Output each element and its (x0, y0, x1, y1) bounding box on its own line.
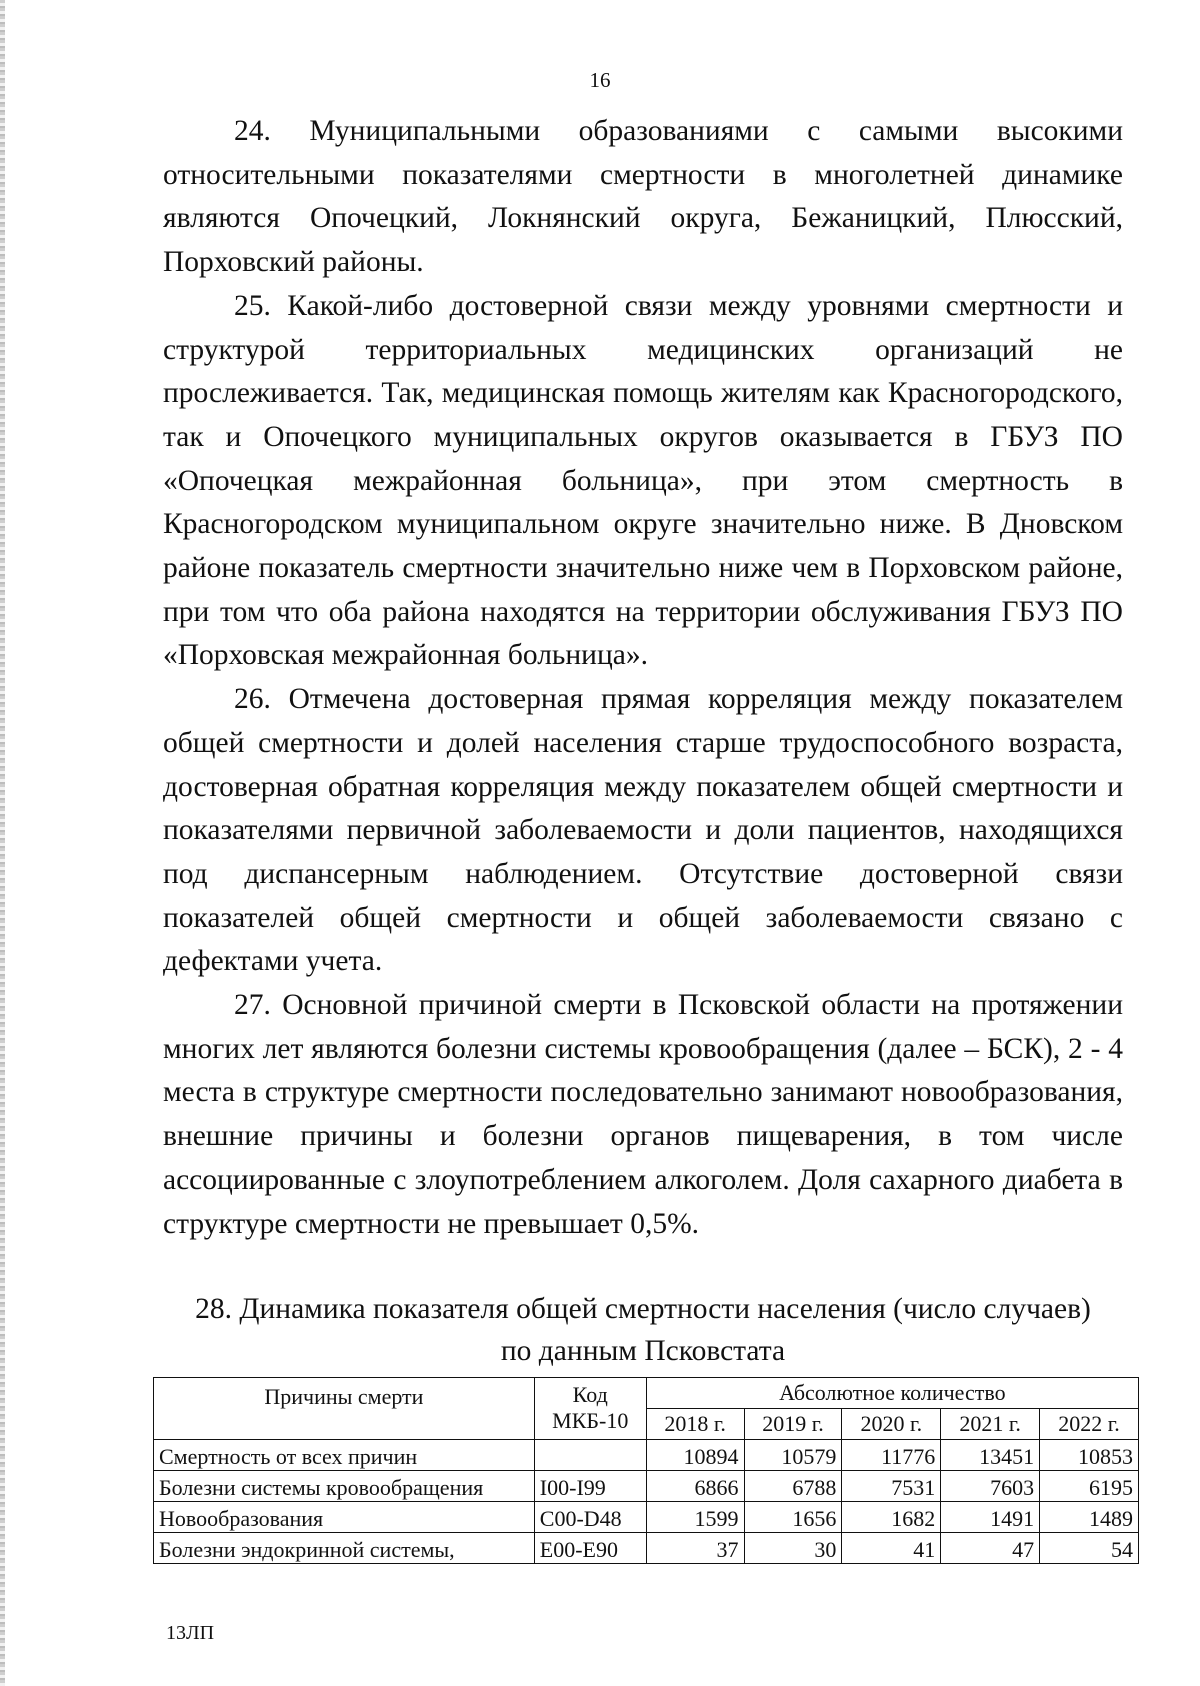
cell-value: 1489 (1040, 1502, 1139, 1533)
table-header-row-1 (154, 1378, 1139, 1409)
paragraph-26: 26. Отмечена достоверная прямая корреляция между показателем общей смертности и долей населения старше трудоспособного возраста, достоверная обратная корреляция между показателем общей смертности и показателями первичной заболеваемости и доли пациентов, находящихся под диспансерным наблюдением. Отсутствие достоверной связи показателей общей смертности и общей заболеваемости связано с дефектами учета. (163, 683, 1123, 978)
footer-mark: 13ЛП (166, 1622, 215, 1644)
table-row (154, 1471, 1139, 1502)
paragraph-27: 27. Основной причиной смерти в Псковской области на протяжении многих лет являются болезни системы кровообращения (далее – БСК), 2 - 4 места в структуре смертности последовательно занимают новообразования, внешние причины и болезни органов пищеварения, в том числе ассоциированные с злоупотреблением алкоголем. Доля сахарного диабета в структуре смертности не превышает 0,5%. (163, 989, 1123, 1240)
mortality-table (153, 1377, 1139, 1564)
cell-value: 11776 (842, 1440, 941, 1471)
paragraph-25: 25. Какой-либо достоверной связи между уровнями смертности и структурой территориальных медицинских организаций не прослеживается. Так, медицинская помощь жителям как Красногородского, так и Опочецкого муниципальных округов оказывается в ГБУЗ ПО «Опочецкая межрайонная больница», при этом смертность в Красногородском муниципальном округе значительно ниже. В Дновском районе показатель смертности значительно ниже чем в Порховском районе, при том что оба района находятся на территории обслуживания ГБУЗ ПО «Порховская межрайонная больница». (163, 289, 1123, 672)
cell-cause: Болезни эндокринной системы, (154, 1533, 535, 1564)
cell-value: 1599 (646, 1502, 744, 1533)
cell-cause: Болезни системы кровообращения (154, 1471, 535, 1502)
header-code (534, 1378, 646, 1440)
cell-cause: Новообразования (154, 1502, 535, 1533)
cell-value: 7531 (842, 1471, 941, 1502)
cell-value: 6788 (744, 1471, 842, 1502)
cell-value: 37 (646, 1533, 744, 1564)
cell-code: C00-D48 (534, 1502, 646, 1533)
cell-value: 41 (842, 1533, 941, 1564)
scan-edge-decoration (0, 0, 5, 1686)
cell-value: 10894 (646, 1440, 744, 1471)
header-year: 2019 г. (744, 1409, 842, 1440)
cell-value: 1682 (842, 1502, 941, 1533)
header-year: 2021 г. (941, 1409, 1040, 1440)
cell-value: 10579 (744, 1440, 842, 1471)
table-row (154, 1502, 1139, 1533)
header-absolute: Абсолютное количество (646, 1378, 1138, 1409)
cell-value: 47 (941, 1533, 1040, 1564)
table-row (154, 1440, 1139, 1471)
cell-value: 7603 (941, 1471, 1040, 1502)
cell-code: E00-E90 (534, 1533, 646, 1564)
cell-value: 6866 (646, 1471, 744, 1502)
header-year: 2018 г. (646, 1409, 744, 1440)
table-caption (163, 1288, 1123, 1372)
table-caption-line-1: 28. Динамика показателя общей смертности населения (число случаев) (195, 1293, 1091, 1325)
cell-value: 6195 (1040, 1471, 1139, 1502)
cell-code: I00-I99 (534, 1471, 646, 1502)
table-row (154, 1533, 1139, 1564)
cell-value: 54 (1040, 1533, 1139, 1564)
cell-value: 13451 (941, 1440, 1040, 1471)
header-code-line-2: МКБ-10 (552, 1408, 629, 1433)
cell-value: 30 (744, 1533, 842, 1564)
paragraph-24: 24. Муниципальными образованиями с самыми высокими относительными показателями смертности в многолетней динамике являются Опочецкий, Локнянский округа, Бежаницкий, Плюсский, Порховский районы. (163, 115, 1123, 279)
header-code-line-1: Код (572, 1382, 608, 1407)
header-year: 2022 г. (1040, 1409, 1139, 1440)
page-number: 16 (589, 68, 611, 92)
table-caption-line-2: по данным Псковстата (500, 1335, 786, 1367)
cell-value: 1491 (941, 1502, 1040, 1533)
header-cause: Причины смерти (154, 1378, 535, 1440)
cell-cause: Смертность от всех причин (154, 1440, 535, 1471)
header-year: 2020 г. (842, 1409, 941, 1440)
cell-code (534, 1440, 646, 1471)
cell-value: 10853 (1040, 1440, 1139, 1471)
cell-value: 1656 (744, 1502, 842, 1533)
body-text (163, 110, 1123, 1246)
